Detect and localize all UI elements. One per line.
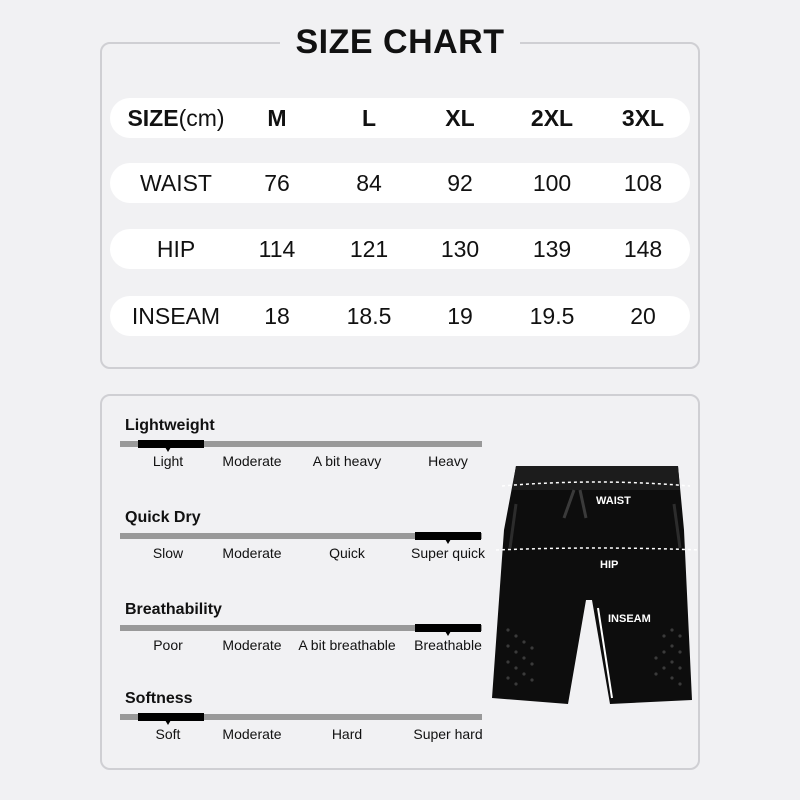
level-label: Moderate [222,453,282,469]
table-cell: 148 [623,236,663,262]
pointer-triangle-icon [165,447,171,452]
level-label: Super hard [413,726,483,742]
feature-title-breathability: Breathability [125,601,222,618]
level-label: A bit heavy [312,453,382,469]
level-label: Soft [155,726,181,742]
table-row-waist [110,163,690,203]
table-cell: 108 [623,170,663,196]
header-size-3xl: 3XL [621,105,665,131]
header-size-xl: XL [445,105,475,131]
hip-label: HIP [600,559,619,571]
table-cell: 76 [264,170,290,196]
level-label: A bit breathable [298,637,396,653]
level-label: Breathable [414,637,482,653]
pointer-triangle-icon [445,631,451,636]
feature-marker [138,713,204,721]
table-cell: 20 [630,303,656,329]
level-label: Moderate [222,637,282,653]
table-cell: 114 [258,236,296,262]
row-label: WAIST [140,170,212,196]
table-cell: 19.5 [529,303,575,329]
feature-marker [138,440,204,448]
header-size-bold: SIZE [127,105,179,131]
header-size-unit: (cm) [178,105,225,131]
table-cell: 100 [532,170,572,196]
level-label: Quick [329,545,365,561]
level-label: Hard [331,726,363,742]
level-label: Super quick [411,545,485,561]
level-label: Poor [153,637,183,653]
inseam-label: INSEAM [608,613,651,625]
waist-label: WAIST [596,495,631,507]
level-label: Moderate [222,726,282,742]
level-label: Light [152,453,184,469]
shorts-body [492,466,692,704]
feature-bar-breathability [120,625,482,631]
header-size-2xl: 2XL [530,105,574,131]
pointer-triangle-icon [445,539,451,544]
page-title: SIZE CHART [280,22,520,62]
feature-bar-lightweight [120,441,482,447]
table-cell: 130 [440,236,480,262]
level-label: Heavy [428,453,468,469]
row-label: HIP [156,236,196,262]
feature-title-lightweight: Lightweight [125,417,215,434]
table-header-row [110,98,690,138]
header-size-label [127,98,224,138]
header-size-m: M [267,105,287,131]
table-cell: 18 [264,303,290,329]
table-cell: 84 [356,170,382,196]
row-label: INSEAM [131,303,221,329]
feature-title-softness: Softness [125,690,193,707]
shorts-diagram [488,460,700,710]
table-cell: 92 [447,170,473,196]
pointer-triangle-icon [165,720,171,725]
table-cell: 19 [447,303,473,329]
level-label: Slow [152,545,184,561]
feature-bar-softness [120,714,482,720]
table-row-inseam [110,296,690,336]
header-size-l: L [361,105,377,131]
table-cell: 121 [349,236,389,262]
table-cell: 18.5 [346,303,392,329]
level-label: Moderate [222,545,282,561]
feature-title-quick-dry: Quick Dry [125,509,201,526]
table-cell: 139 [532,236,572,262]
waistband [512,466,680,490]
table-row-hip [110,229,690,269]
feature-bar-quick-dry [120,533,482,539]
